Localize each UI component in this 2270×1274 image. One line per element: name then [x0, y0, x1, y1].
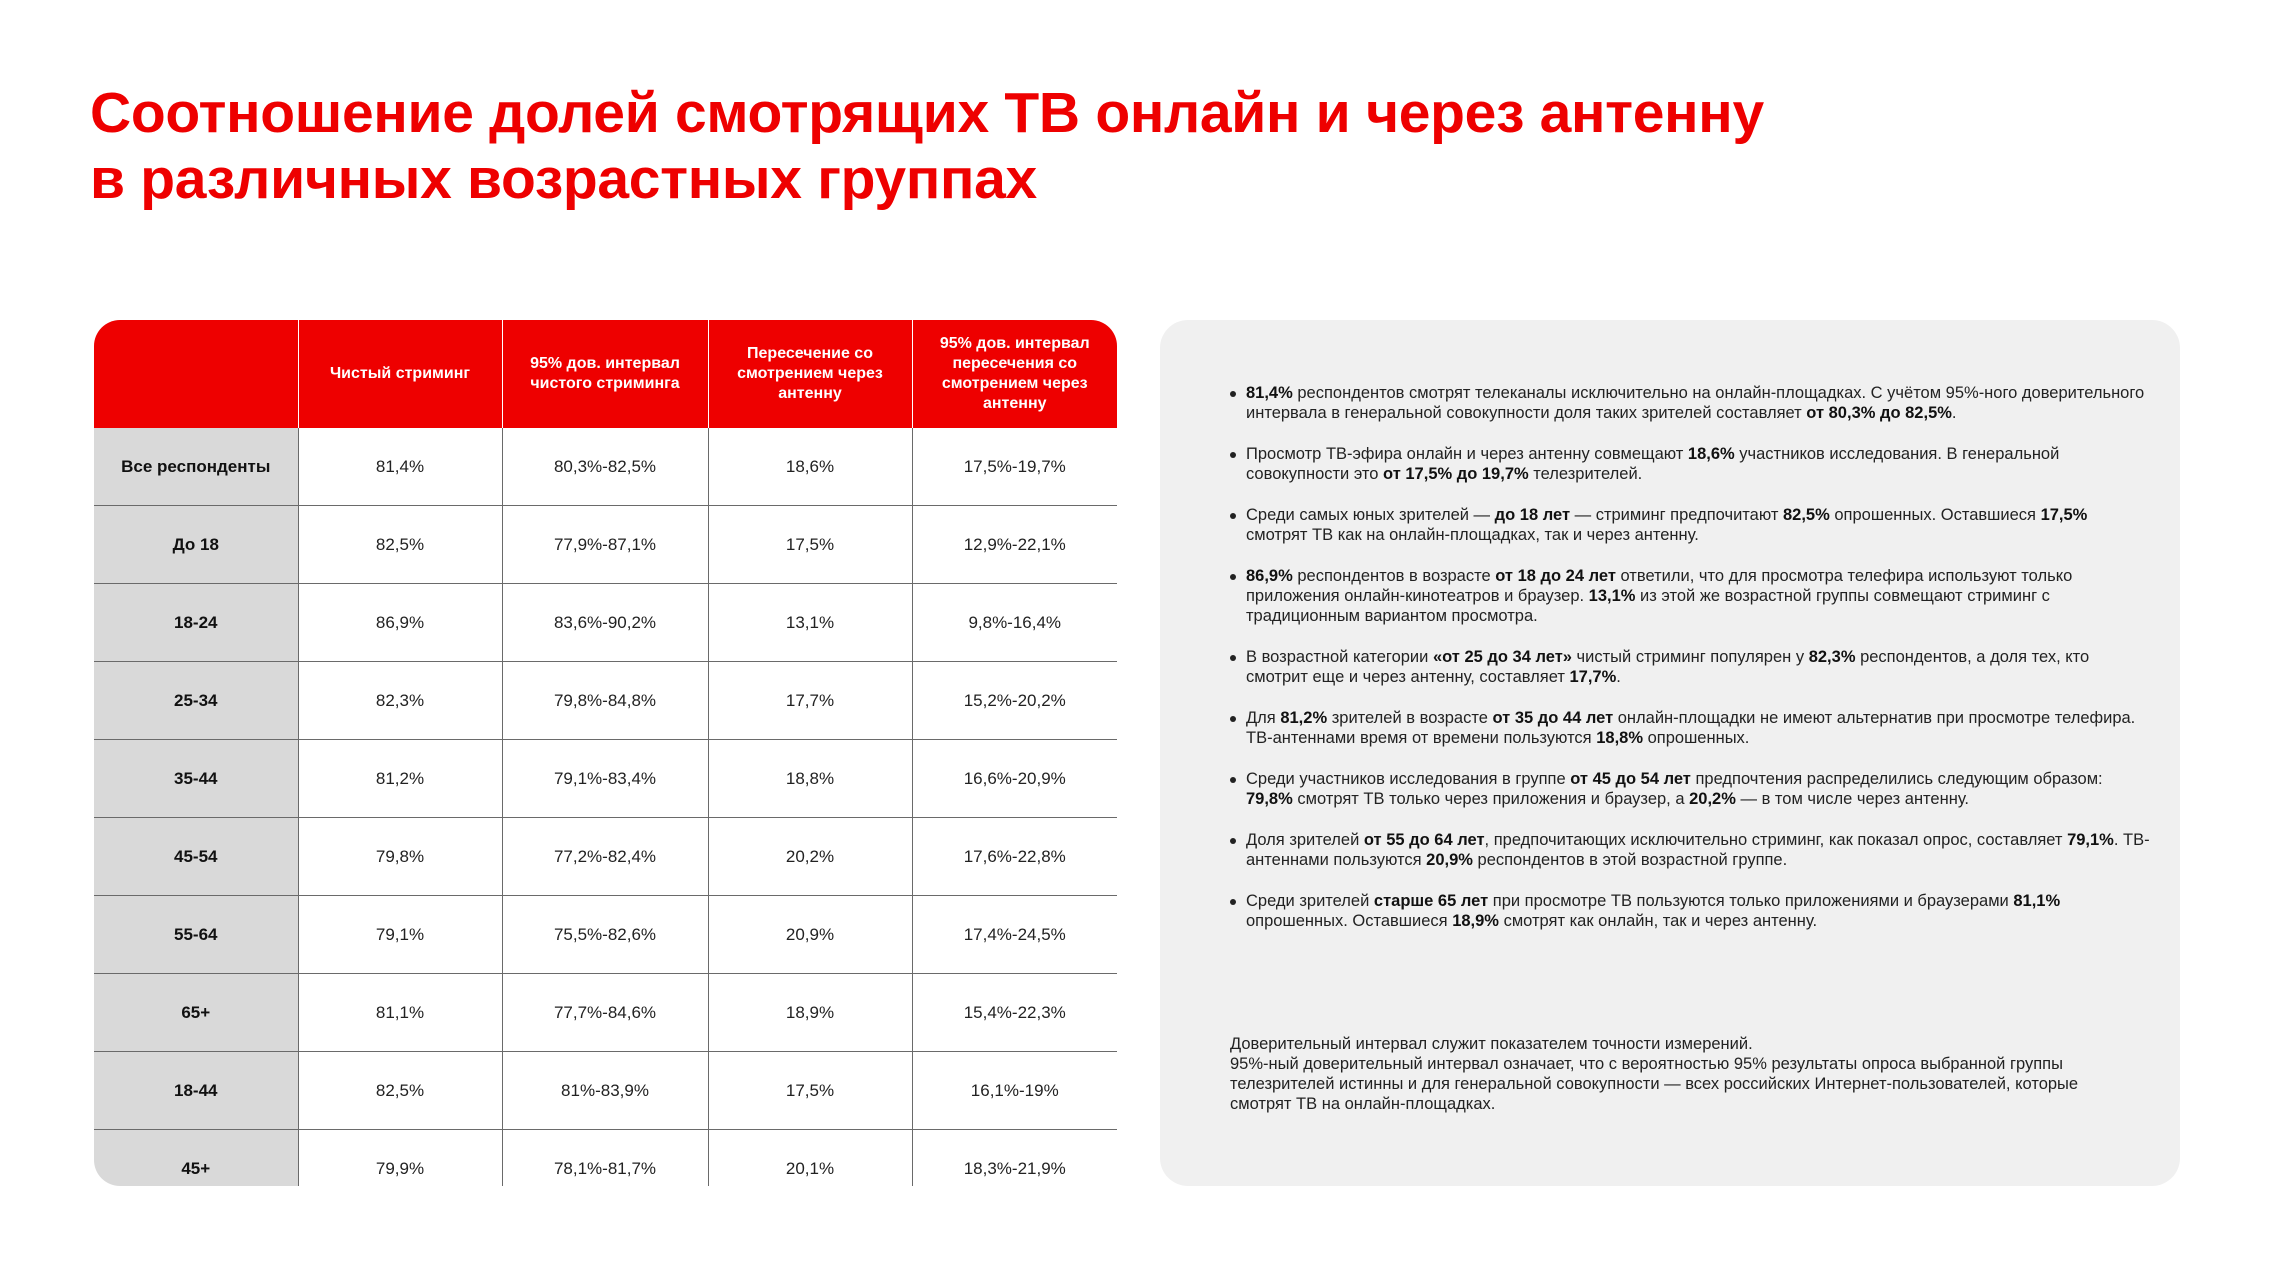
table-cell: 75,5%-82,6%: [502, 896, 708, 974]
table-cell: 15,2%-20,2%: [912, 662, 1117, 740]
body-text: онлайн-площадки не имеют альтернатив при просмотре телефира. ТВ-антеннами время от времени пользуются: [1246, 709, 2136, 747]
body-text: участников исследования. В генеральной совокупности это: [1246, 445, 2060, 483]
highlight-text: 79,8%: [1246, 790, 1293, 808]
page-title: [90, 80, 2090, 212]
table-row: [94, 662, 1117, 740]
table-cell: 15,4%-22,3%: [912, 974, 1117, 1052]
row-label: Все респонденты: [94, 428, 298, 506]
confidence-note-line-2: 95%-ный доверительный интервал означает, что с вероятностью 95% результаты опроса выбранной группы телезрителей истинны и для генеральной совокупности — всех российских Интернет-пользователей, которые смотрят ТВ на онлайн-площадках.: [1230, 1055, 2079, 1113]
body-text: — в том числе через антенну.: [1735, 790, 1970, 808]
table-cell: 20,1%: [708, 1130, 912, 1187]
table-cell: 80,3%-82,5%: [502, 428, 708, 506]
table-cell: 16,1%-19%: [912, 1052, 1117, 1130]
table-cell: 81,4%: [298, 428, 502, 506]
table-cell: 79,8%-84,8%: [502, 662, 708, 740]
table-header-cell: 95% дов. интервал чистого стриминга: [502, 320, 708, 428]
body-text: респондентов смотрят телеканалы исключительно на онлайн-площадках. С учётом 95%-ного доверительного интервала в генеральной совокупности доля таких зрителей составляет: [1246, 384, 2145, 422]
body-text: чистый стриминг популярен у: [1571, 648, 1809, 666]
list-item: [1230, 647, 2150, 687]
data-table: [94, 320, 1117, 1186]
table-cell: 18,3%-21,9%: [912, 1130, 1117, 1187]
list-item: [1230, 708, 2150, 748]
table-cell: 9,8%-16,4%: [912, 584, 1117, 662]
body-text: опрошенных. Оставшиеся: [1246, 912, 1453, 930]
table-cell: 18,6%: [708, 428, 912, 506]
table-cell: 78,1%-81,7%: [502, 1130, 708, 1187]
body-text: смотрят ТВ как на онлайн-площадках, так и через антенну.: [1246, 526, 1699, 544]
body-text: телезрителей.: [1528, 465, 1643, 483]
table-cell: 13,1%: [708, 584, 912, 662]
body-text: В возрастной категории: [1246, 648, 1433, 666]
table-cell: 17,5%-19,7%: [912, 428, 1117, 506]
table-cell: 81%-83,9%: [502, 1052, 708, 1130]
table-row: [94, 818, 1117, 896]
body-text: зрителей в возрасте: [1327, 709, 1493, 727]
highlight-text: от 45 до 54 лет: [1570, 770, 1691, 788]
row-label: 18-44: [94, 1052, 298, 1130]
data-table-card: [94, 320, 1117, 1186]
highlight-text: 20,2%: [1689, 790, 1736, 808]
body-text: Для: [1246, 709, 1281, 727]
table-header-cell: 95% дов. интервал пересечения со смотрением через антенну: [912, 320, 1117, 428]
list-item: [1230, 505, 2150, 545]
row-label: 25-34: [94, 662, 298, 740]
highlight-text: до 18 лет: [1494, 506, 1571, 524]
table-cell: 81,1%: [298, 974, 502, 1052]
table-cell: 83,6%-90,2%: [502, 584, 708, 662]
highlight-text: от 55 до 64 лет: [1363, 831, 1485, 849]
table-cell: 79,1%-83,4%: [502, 740, 708, 818]
table-cell: 82,3%: [298, 662, 502, 740]
table-cell: 79,8%: [298, 818, 502, 896]
list-item: [1230, 566, 2150, 626]
highlight-text: от 17,5% до 19,7%: [1383, 465, 1529, 483]
body-text: ответили, что для просмотра телефира используют только приложения онлайн-кинотеатров и браузер.: [1246, 567, 2073, 605]
table-cell: 79,9%: [298, 1130, 502, 1187]
row-label: 65+: [94, 974, 298, 1052]
row-label: 18-24: [94, 584, 298, 662]
table-cell: 79,1%: [298, 896, 502, 974]
body-text: смотрят ТВ только через приложения и браузер, а: [1292, 790, 1690, 808]
body-text: при просмотре ТВ пользуются только приложениями и браузерами: [1488, 892, 2014, 910]
list-item: [1230, 891, 2150, 931]
table-row: [94, 428, 1117, 506]
table-header-cell: Пересечение со смотрением через антенну: [708, 320, 912, 428]
table-row: [94, 740, 1117, 818]
body-text: .: [1616, 668, 1621, 686]
table-cell: 16,6%-20,9%: [912, 740, 1117, 818]
table-row: [94, 506, 1117, 584]
summary-list: [1230, 383, 2150, 952]
body-text: опрошенных. Оставшиеся: [1829, 506, 2041, 524]
highlight-text: 81,4%: [1246, 384, 1293, 402]
table-header-cell: Чистый стриминг: [298, 320, 502, 428]
body-text: смотрят как онлайн, так и через антенну.: [1498, 912, 1818, 930]
highlight-text: 79,1%: [2067, 831, 2114, 849]
table-cell: 12,9%-22,1%: [912, 506, 1117, 584]
table-cell: 77,7%-84,6%: [502, 974, 708, 1052]
table-cell: 82,5%: [298, 1052, 502, 1130]
highlight-text: 86,9%: [1246, 567, 1293, 585]
body-text: Среди зрителей: [1246, 892, 1374, 910]
list-item: [1230, 444, 2150, 484]
body-text: — стриминг предпочитают: [1570, 506, 1783, 524]
confidence-note-line-1: Доверительный интервал служит показателем точности измерений.: [1230, 1035, 1753, 1053]
table-cell: 82,5%: [298, 506, 502, 584]
table-cell: 77,2%-82,4%: [502, 818, 708, 896]
table-cell: 17,6%-22,8%: [912, 818, 1117, 896]
highlight-text: 17,5%: [2040, 506, 2088, 524]
body-text: .: [1951, 404, 1957, 422]
body-text: Просмотр ТВ-эфира онлайн и через антенну совмещают: [1246, 445, 1688, 463]
highlight-text: 18,6%: [1687, 445, 1735, 463]
highlight-text: старше 65 лет: [1373, 892, 1489, 910]
highlight-text: 82,5%: [1783, 506, 1830, 524]
row-label: 45+: [94, 1130, 298, 1187]
body-text: опрошенных.: [1643, 729, 1750, 747]
body-text: . ТВ-антеннами пользуются: [1246, 831, 2150, 869]
table-cell: 18,8%: [708, 740, 912, 818]
table-row: [94, 1052, 1117, 1130]
highlight-text: 18,8%: [1596, 729, 1644, 747]
highlight-text: 13,1%: [1588, 587, 1636, 605]
summary-panel: [1160, 320, 2180, 1186]
table-cell: 17,4%-24,5%: [912, 896, 1117, 974]
table-cell: 81,2%: [298, 740, 502, 818]
confidence-note: [1230, 1034, 2130, 1114]
highlight-text: 17,7%: [1569, 668, 1617, 686]
table-header-corner: [94, 320, 298, 428]
list-item: [1230, 769, 2150, 809]
body-text: респондентов в возрасте: [1292, 567, 1496, 585]
body-text: Доля зрителей: [1246, 831, 1364, 849]
table-cell: 20,2%: [708, 818, 912, 896]
body-text: Среди самых юных зрителей —: [1246, 506, 1495, 524]
table-cell: 77,9%-87,1%: [502, 506, 708, 584]
highlight-text: от 18 до 24 лет: [1495, 567, 1616, 585]
highlight-text: 20,9%: [1426, 851, 1473, 869]
body-text: респондентов, а доля тех, кто смотрит еще и через антенну, составляет: [1246, 648, 2090, 686]
highlight-text: от 80,3% до 82,5%: [1806, 404, 1952, 422]
table-row: [94, 584, 1117, 662]
table-row: [94, 974, 1117, 1052]
highlight-text: от 35 до 44 лет: [1492, 709, 1614, 727]
row-label: 55-64: [94, 896, 298, 974]
table-header-row: [94, 320, 1117, 428]
table-cell: 86,9%: [298, 584, 502, 662]
row-label: До 18: [94, 506, 298, 584]
row-label: 45-54: [94, 818, 298, 896]
highlight-text: 82,3%: [1808, 648, 1856, 666]
table-cell: 17,7%: [708, 662, 912, 740]
table-cell: 20,9%: [708, 896, 912, 974]
highlight-text: 81,2%: [1280, 709, 1328, 727]
table-row: [94, 1130, 1117, 1187]
highlight-text: 81,1%: [2013, 892, 2061, 910]
body-text: из этой же возрастной группы совмещают стриминг с традиционным вариантом просмотра.: [1246, 587, 2050, 625]
list-item: [1230, 383, 2150, 423]
highlight-text: «от 25 до 34 лет»: [1432, 648, 1572, 666]
body-text: респондентов в этой возрастной группе.: [1472, 851, 1788, 869]
table-cell: 17,5%: [708, 506, 912, 584]
body-text: предпочтения распределились следующим образом:: [1690, 770, 2103, 788]
table-row: [94, 896, 1117, 974]
table-cell: 17,5%: [708, 1052, 912, 1130]
body-text: , предпочитающих исключительно стриминг, как показал опрос, составляет: [1484, 831, 2068, 849]
table-cell: 18,9%: [708, 974, 912, 1052]
page-title-line-1: Соотношение долей смотрящих ТВ онлайн и через антенну: [90, 81, 1764, 145]
list-item: [1230, 830, 2150, 870]
highlight-text: 18,9%: [1452, 912, 1499, 930]
body-text: Среди участников исследования в группе: [1246, 770, 1571, 788]
row-label: 35-44: [94, 740, 298, 818]
table-body: [94, 428, 1117, 1186]
page-title-line-2: в различных возрастных группах: [90, 147, 1037, 211]
